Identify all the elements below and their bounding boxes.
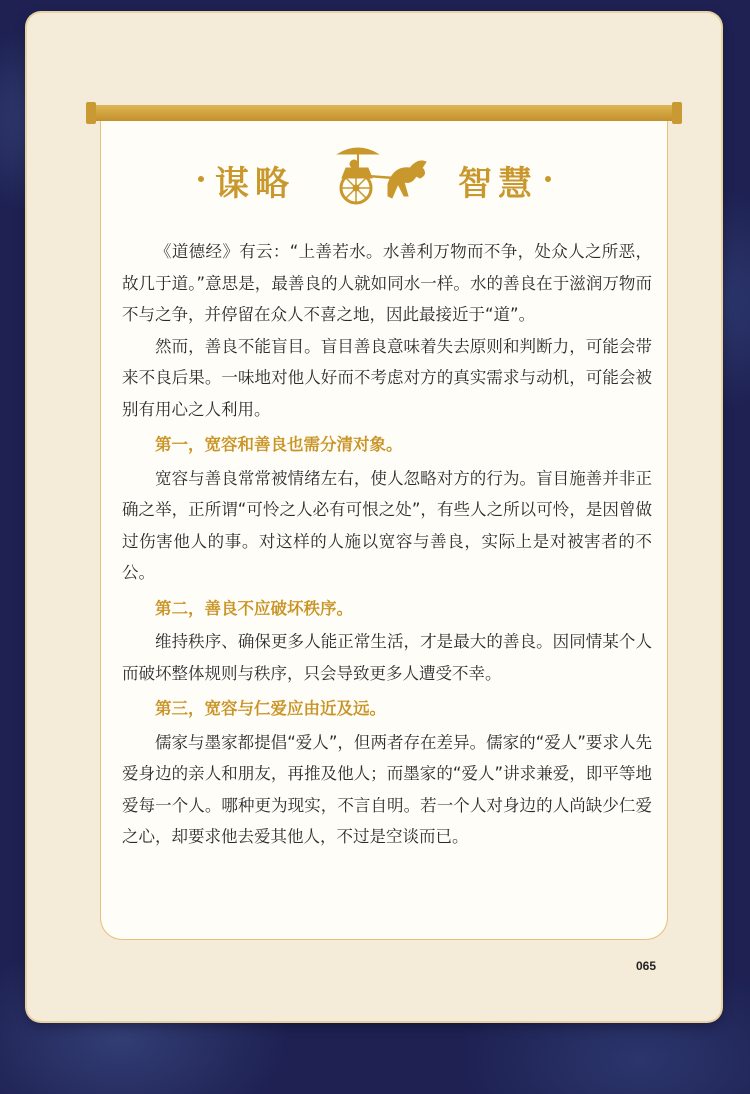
paragraph: 儒家与墨家都提倡“爱人”，但两者存在差异。儒家的“爱人”要求人先爱身边的亲人和朋友，再推及他人；而墨家的“爱人”讲求兼爱，即平等地爱每一个人。哪种更为现实，不言自明。若一个人对身边的人尚缺少仁爱之心，却要求他去爱其他人，不过是空谈而已。 [122,732,652,846]
title-left: 谋略 [215,164,295,204]
section-heading: 第三，宽容与仁爱应由近及远。 [155,699,386,718]
dot-ornament-left [198,176,204,182]
paragraph: 《道德经》有云：“上善若水。水善利万物而不争，处众人之所恶，故几于道。”意思是，最善良的人就如同水一样。水的善良在于滋润万物而不与之争，并停留在众人不喜之地，因此最接近于“道”。 [122,242,652,324]
section-heading: 第一，宽容和善良也需分清对象。 [155,435,403,454]
scroll-rod [90,105,678,121]
paragraph: 维持秩序、确保更多人能正常生活，才是最大的善良。因同情某个人而破坏整体规则与秩序，只会导致更多人遭受不幸。 [122,632,652,683]
dot-ornament-right [545,176,551,182]
paragraph: 宽容与善良常常被情绪左右，使人忽略对方的行为。盲目施善并非正确之举，正所谓“可怜之人必有可恨之处”，有些人之所以可怜，是因曾做过伤害他人的事。对这样的人施以宽容与善良，实际上是对被害者的不公。 [122,468,652,582]
article-body [122,236,652,853]
title-right: 智慧 [458,164,538,204]
chariot-icon [332,144,436,208]
paragraph: 然而，善良不能盲目。盲目善良意味着失去原则和判断力，可能会带来不良后果。一味地对他人好而不考虑对方的真实需求与动机，可能会被别有用心之人利用。 [122,336,652,419]
section-heading: 第二，善良不应破坏秩序。 [155,598,353,618]
section-header [100,140,668,230]
page-number: 065 [636,959,657,973]
